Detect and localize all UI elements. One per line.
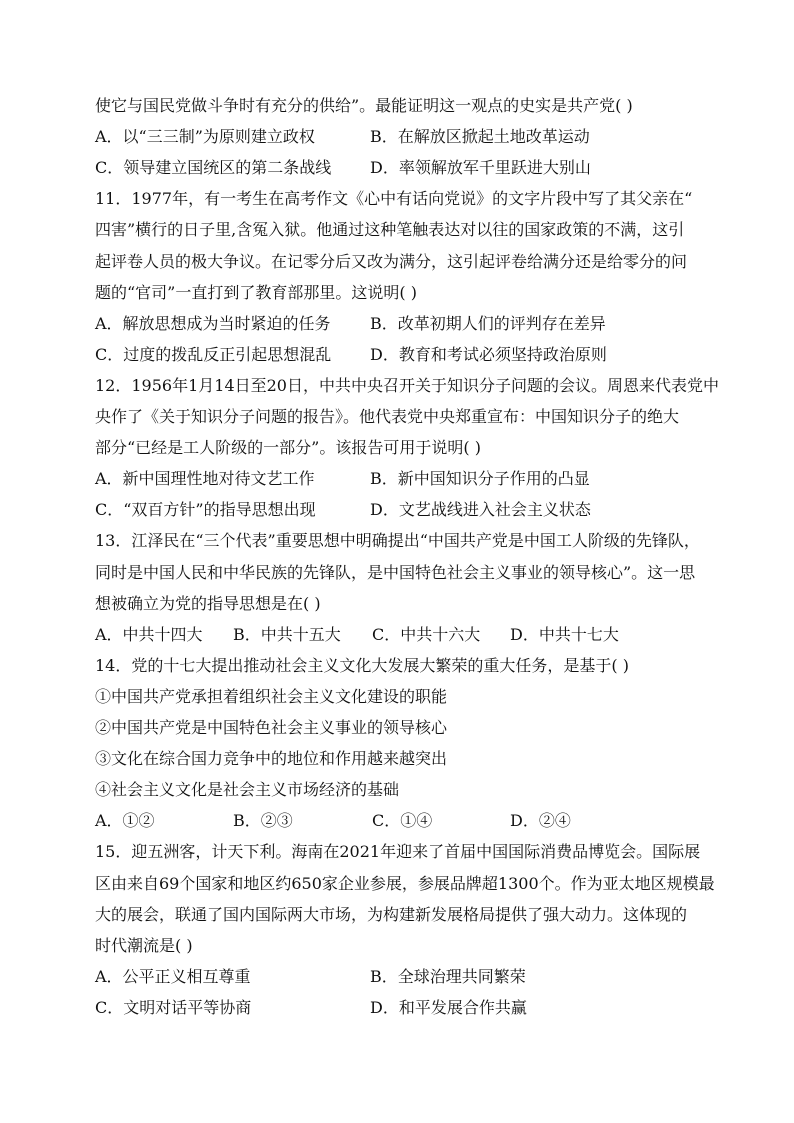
answer-option: B．②③ xyxy=(233,811,293,830)
question-text: 想被确立为党的指导思想是在( ) xyxy=(95,594,321,613)
question-text: ④社会主义文化是社会主义市场经济的基础 xyxy=(95,780,400,799)
text-line xyxy=(95,687,754,707)
question-text: 起评卷人员的极大争议。在记零分后又改为满分，这引起评卷给满分还是给零分的问 xyxy=(95,252,688,271)
question-text: 同时是中国人民和中华民族的先锋队，是中国特色社会主义事业的领导核心”。这一思 xyxy=(95,563,696,582)
text-line xyxy=(95,874,754,894)
question-text: 题的“官司”一直打到了教育部那里。这说明( ) xyxy=(95,283,417,302)
answer-option: B．中共十五大 xyxy=(233,625,341,644)
answer-option: C．中共十六大 xyxy=(372,625,481,644)
answer-option: C．文明对话平等协商 xyxy=(95,998,252,1017)
text-line xyxy=(95,749,754,769)
question-text: ①中国共产党承担着组织社会主义文化建设的职能 xyxy=(95,687,448,706)
question-text: ③文化在综合国力竞争中的地位和作用越来越突出 xyxy=(95,749,448,768)
answer-option: B．改革初期人们的评判存在差异 xyxy=(370,314,606,333)
answer-option: C．领导建立国统区的第二条战线 xyxy=(95,158,332,177)
text-line xyxy=(95,936,754,956)
question-text: 12．1956年1月14日至20日，中共中央召开关于知识分子问题的会议。周恩来代表党中 xyxy=(95,376,719,395)
text-line xyxy=(95,96,754,116)
text-line xyxy=(95,407,754,427)
answer-option: D．文艺战线进入社会主义状态 xyxy=(370,500,591,519)
answer-option: C．过度的拨乱反正引起思想混乱 xyxy=(95,345,332,364)
answer-option: B．在解放区掀起土地改革运动 xyxy=(370,127,590,146)
answer-option: D．教育和考试必须坚持政治原则 xyxy=(370,345,607,364)
text-line xyxy=(95,780,754,800)
answer-option: A．①② xyxy=(95,811,155,830)
answer-option: D．和平发展合作共赢 xyxy=(370,998,527,1017)
question-text: 四害”横行的日子里,含冤入狱。他通过这种笔触表达对以往的国家政策的不满，这引 xyxy=(95,220,685,239)
question-text: 13．江泽民在“三个代表”重要思想中明确提出“中国共产党是中国工人阶级的先锋队， xyxy=(95,531,700,550)
answer-option: A．公平正义相互尊重 xyxy=(95,967,251,986)
text-line xyxy=(95,594,754,614)
text-line xyxy=(95,220,754,240)
answer-option: C．①④ xyxy=(372,811,433,830)
text-line xyxy=(95,189,754,209)
question-text: 央作了《关于知识分子问题的报告》。他代表党中央郑重宣布：中国知识分子的绝大 xyxy=(95,407,680,426)
text-line xyxy=(95,438,754,458)
answer-option: D．率领解放军千里跃进大别山 xyxy=(370,158,591,177)
answer-option: A．解放思想成为当时紧迫的任务 xyxy=(95,314,331,333)
question-text: ②中国共产党是中国特色社会主义事业的领导核心 xyxy=(95,718,448,737)
question-text: 15．迎五洲客，计天下利。海南在2021年迎来了首届中国国际消费品博览会。国际展 xyxy=(95,842,701,861)
question-text: 使它与国民党做斗争时有充分的供给”。最能证明这一观点的史实是共产党( ) xyxy=(95,96,633,115)
text-line xyxy=(95,531,754,551)
question-text: 14．党的十七大提出推动社会主义文化大发展大繁荣的重大任务，是基于( ) xyxy=(95,656,629,675)
question-text: 大的展会，联通了国内国际两大市场，为构建新发展格局提供了强大动力。这体现的 xyxy=(95,905,688,924)
answer-option: C．“双百方针”的指导思想出现 xyxy=(95,500,316,519)
text-line xyxy=(95,563,754,583)
answer-option: A．以“三三制”为原则建立政权 xyxy=(95,127,315,146)
answer-option: B．新中国知识分子作用的凸显 xyxy=(370,469,590,488)
answer-option: B．全球治理共同繁荣 xyxy=(370,967,526,986)
answer-option: D．②④ xyxy=(510,811,571,830)
text-line xyxy=(95,252,754,272)
text-line xyxy=(95,283,754,303)
question-text: 11．1977年，有一考生在高考作文《心中有话向党说》的文字片段中写了其父亲在“ xyxy=(95,189,693,208)
text-line xyxy=(95,842,754,862)
question-text: 时代潮流是( ) xyxy=(95,936,193,955)
answer-option: A．新中国理性地对待文艺工作 xyxy=(95,469,315,488)
text-line xyxy=(95,376,754,396)
text-line xyxy=(95,656,754,676)
question-text: 部分“已经是工人阶级的一部分”。该报告可用于说明( ) xyxy=(95,438,481,457)
answer-option: D．中共十七大 xyxy=(510,625,619,644)
question-text: 区由来自69个国家和地区约650家企业参展，参展品牌超1300个。作为亚太地区规模最 xyxy=(95,874,715,893)
text-line xyxy=(95,905,754,925)
text-line xyxy=(95,718,754,738)
answer-option: A．中共十四大 xyxy=(95,625,203,644)
